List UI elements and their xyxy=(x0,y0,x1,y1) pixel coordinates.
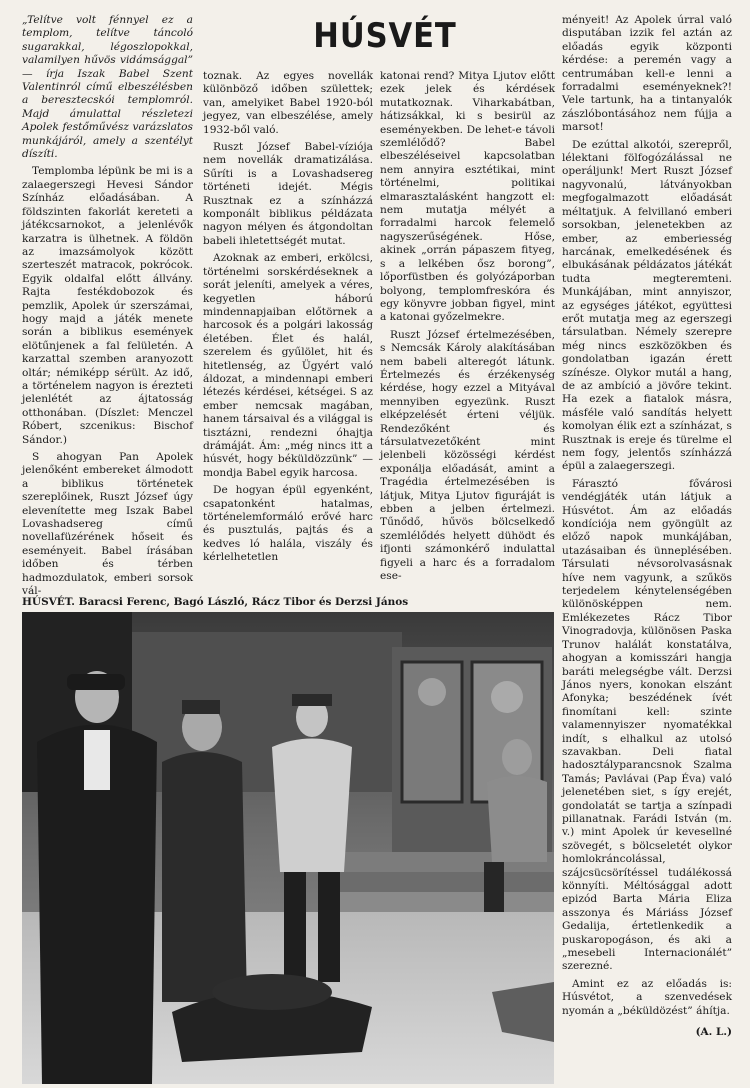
paragraph: Ruszt József értelmezésében, s Nemcsák Károly alakításában nem babeli alteregót látunk. Értelmezés és érzékenység kérdése, hogy ezzel a Mityával mennyiben egyezünk. Ruszt elképzelését érteni véljük. Rendezőként és társulatvezetőként mint jelenbeli közösségi kérdést exponálja előadását, amint a Tragédia értelmezésében is látjuk, Mitya Ljutov figuráját is ebben a jelben értelmezi. Tűnődő, hűvös bölcselkedő szemlélődés helyett dühödt és ifjonti számonkérő indulattal figyeli a harc és a forradalom ese- xyxy=(380,328,555,583)
paragraph: Fárasztó fővárosi vendégjáték után látjuk a Húsvétot. Ám az előadás kondíciója nem gyöngült az előző napok munkájában, utazásaiban és ünneplésében. Társulati névsorolvasásnak híve nem vagyunk, a szűkös terjedelem kénytelenségében különösképpen nem. Emlékezetes Rácz Tibor Vinogradovja, különösen Paska Trunov halálát konstatálva, ahogyan a komisszári hangja baráti melegségbe vált. Derzsi János nyers, konokan elszánt Afonyka; beszédének ívét finomítani kell: szinte valamennyiszer nyomatékkal indít, s elhalkul az utolsó szavakban. Deli fiatal hadosztályparancsnok Szalma Tamás; Pavlávai (Pap Éva) való jelenetében siet, s így erejét, gondolatát se tartja a színpadi pillanatnak. Farádi István (m. v.) mint Apolek úr kevesellné szövegét, s bölcseletét olykor homlokráncolással, szájcsücsörítéssel tudálékossá könnyíti. Méltósággal adott epizód Barta Mária Eliza asszonya és Máriáss József Gedalija, értetlenkedik a puskaropogáson, és aki a „mesebeli Internacionálét” szerezné. xyxy=(562,477,732,973)
paragraph: De hogyan épül egyenként, csapatonként hatalmas, történelemformáló erővé harc és pusztulás, pajtás és a kedves ló halála, viszály és kérlelhetetlen xyxy=(203,484,373,564)
column-2 xyxy=(203,70,373,586)
paragraph: katonai rend? Mitya Ljutov előtt ezek jelek és kérdések mutatkoznak. Viharkabátban, hátizsákkal, ki s besirül az eseményekben. De lehet-e távoli szemlélődő? Babel elbeszéléseivel kapcsolatban nem annyira esztétikai, mint történelmi, politikai elmarasztalásként hangzott el: nem mutatja mélyét a forradalmi harcok felemelő nagyszerűségének. Hőse, akinek „orrán pápaszem fityeg, s a lelkében ősz borong”, lőporfüstben és golyózáporban bolyong, templomfreskóra és egy könyvre jobban figyel, mint a katonai győzelmekre. xyxy=(380,70,555,324)
column-4 xyxy=(562,14,732,1080)
paragraph: „Telítve volt fénnyel ez a templom, telítve táncoló sugarakkal, légoszlopokkal, valamilyen hűvös vidámsággal” — írja Iszak Babel Szent Valentinról című elbeszélésben a beresztecskói templomról. Majd ámulattal részletezi Apolek festőművész varázslatos munkájáról, amely a szentélyt díszíti. xyxy=(22,14,193,161)
paragraph: S ahogyan Pan Apolek jelenőként embereket álmodott a biblikus történetek szereplőinek, Ruszt József úgy elevenítette meg Iszak Babel Lovashadsereg című novellafüzérének hőseit és eseményeit. Babel írásában időben és térben hadmozdulatok, emberi sorsok vál- xyxy=(22,451,193,598)
stage-photo-illustration xyxy=(22,612,554,1084)
paragraph: toznak. Az egyes novellák különböző időben születtek; van, amelyiket Babel 1920-ból jegyez, van elbeszélése, amely 1932-ből való. xyxy=(203,70,373,136)
author-signature: (A. L.) xyxy=(695,1026,732,1039)
paragraph: Ruszt József Babel-víziója nem novellák dramatizálása. Sűríti is a Lovashadsereg történeti idejét. Mégis Rusztnak ez a színházzá komponált biblikus példázata nagyon mélyen és átgondoltan babeli ihletettségét mutat. xyxy=(203,141,373,247)
photo-caption: HÚSVÉT. Baracsi Ferenc, Bagó László, Rácz Tibor és Derzsi János xyxy=(22,596,409,608)
paragraph: Amint ez az előadás is: Húsvétot, a szenvedések nyomán a „béküldözést” áhítja. xyxy=(562,977,732,1017)
paragraph: Azoknak az emberi, erkölcsi, történelmi sorskérdéseknek a sorát jeleníti, amelyek a véres, kegyetlen háború mindennapjaiban előtörnek a harcosok és a polgári lakosság életében. Élet és halál, szerelem és gyűlölet, hit és hitetlenség, az Ügyért való áldozat, a mindennapi emberi létezés kérdései, kétségei. S az ember nemcsak magában, hanem társaival és a világgal is tisztázni, rendezni óhajtja drámáját. Ám: „még nincs itt a húsvét, hogy béküldözzünk” — mondja Babel egyik harcosa. xyxy=(203,252,373,479)
column-3 xyxy=(380,70,555,586)
paragraph: Templomba lépünk be mi is a zalaegerszegi Hevesi Sándor Színház előadásában. A földszinten fakorlát kereteti a játékcsarnokot, a jelenlévők karzatra is ülhetnek. A földön az imazsámolyok között szerteszét matracok, pokrócok. Egyik oldalfal előtt állvány. Rajta festékdobozok és pemzlik, Apolek úr szerszámai, hogy majd a játék menete során a biblikus események elötűnjenek a fal felületén. A karzattal szemben aranyozott oltár; némiképp sérült. Az idő, a történelem nagyon is érezteti jelenlétét az ájtatosság otthonában. (Díszlet: Menczel Róbert, szcenikus: Bischof Sándor.) xyxy=(22,165,193,446)
paragraph: ményeit! Az Apolek úrral való disputában izzik fel aztán az előadás egyik központi kérdése: a peremén vagy a centrumában kell-e lenni a forradalmi eseményeknek?! Vele tartunk, ha a tintanyalók zászlóbontásához nem fújja a marsot! xyxy=(562,14,732,134)
article-title: HÚSVÉT xyxy=(313,16,457,56)
column-1 xyxy=(22,14,193,598)
paragraph: De ezúttal alkotói, szerepről, lélektani fölfogózálással ne operáljunk! Mert Ruszt József nagyvonalú, látványokban megfogalmazott előadását méltatjuk. A felvillanó emberi sorsokban, jelenetekben az ember, az emberiesség harcának, emelkedésének és elbukásának példázatos játékát tudta megteremteni. Munkájában, mint annyiszor, az egységes játékot, együttesi erőt mutatja meg az egerszegi társulatban. Némely szerepre még nincs eszközökben és gondolatban igazán érett színésze. Olykor mutál a hang, de az ambíció a jövőre tekint. Ha ezek a fiatalok másra, másféle való sandítás helyett komolyan élik ezt a színházat, s Rusztnak is ereje és türelme el nem fogy, jelentős színházzá épül a zalaegerszegi. xyxy=(562,138,732,473)
stage-photo xyxy=(22,612,554,1084)
